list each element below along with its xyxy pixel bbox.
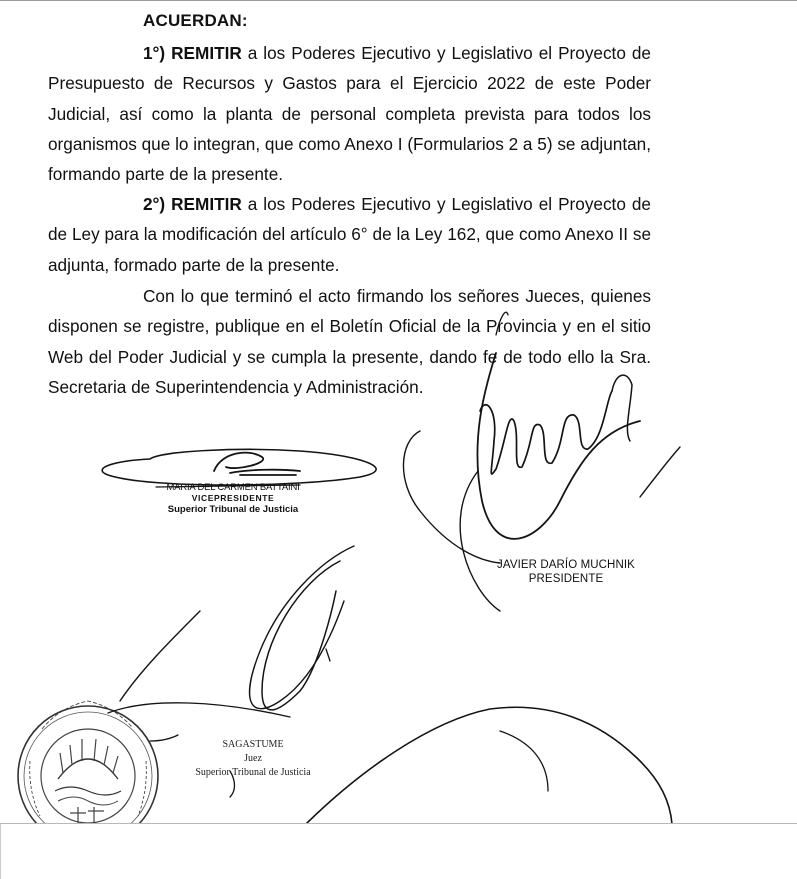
- article-1-text: a los Poderes Ejecutivo y Legislativo el Proyecto de Presupuesto de Recursos y Gastos para el Ejercicio 2022 de este Poder Judicial, así como la planta de personal completa prevista para todos los organismos que lo integran, que como Anexo I (Formularios 2 a 5) se adjuntan, formando parte de la presente.: [48, 43, 651, 185]
- signature-bottom-scribble: [108, 546, 672, 824]
- signature-left-name: MARIA DEL CARMEN BATTAINI: [166, 482, 300, 493]
- signature-bottom-org: Superior Tribunal de Justicia: [195, 767, 311, 778]
- signature-right-role: PRESIDENTE: [528, 573, 604, 585]
- signature-left-role: VICEPRESIDENTE: [191, 493, 275, 503]
- article-2-lead: 2°) REMITIR: [143, 194, 242, 214]
- signature-left-org: Superior Tribunal de Justicia: [167, 504, 299, 515]
- signatures-layer: [0, 1, 797, 824]
- signature-bottom-name: SAGASTUME: [222, 739, 284, 750]
- article-2-text: a los Poderes Ejecutivo y Legislativo el Proyecto de de Ley para la modificación del artículo 6° de la Ley 162, que como Anexo II se adjunta, formado parte de la presente.: [48, 194, 651, 275]
- article-1-lead: 1°) REMITIR: [143, 43, 242, 63]
- page-gap: [0, 824, 797, 879]
- closing-text: Con lo que terminó el acto firmando los señores Jueces, quienes disponen se registre, publique en el Boletín Oficial de la Provincia y en el sitio Web del Poder Judicial y se cumpla la presente, dando fe de todo ello la Sra. Secretaria de Superintendencia y Administración.: [48, 286, 651, 397]
- signature-right-caption: [495, 558, 637, 586]
- signature-bottom-caption: [188, 738, 318, 780]
- signature-bottom-role: Juez: [244, 753, 262, 764]
- signature-left-caption: [148, 482, 318, 515]
- next-page-edge: [0, 824, 1, 879]
- signature-right-name: JAVIER DARÍO MUCHNIK: [497, 559, 635, 571]
- resolution-heading: ACUERDAN:: [143, 11, 248, 30]
